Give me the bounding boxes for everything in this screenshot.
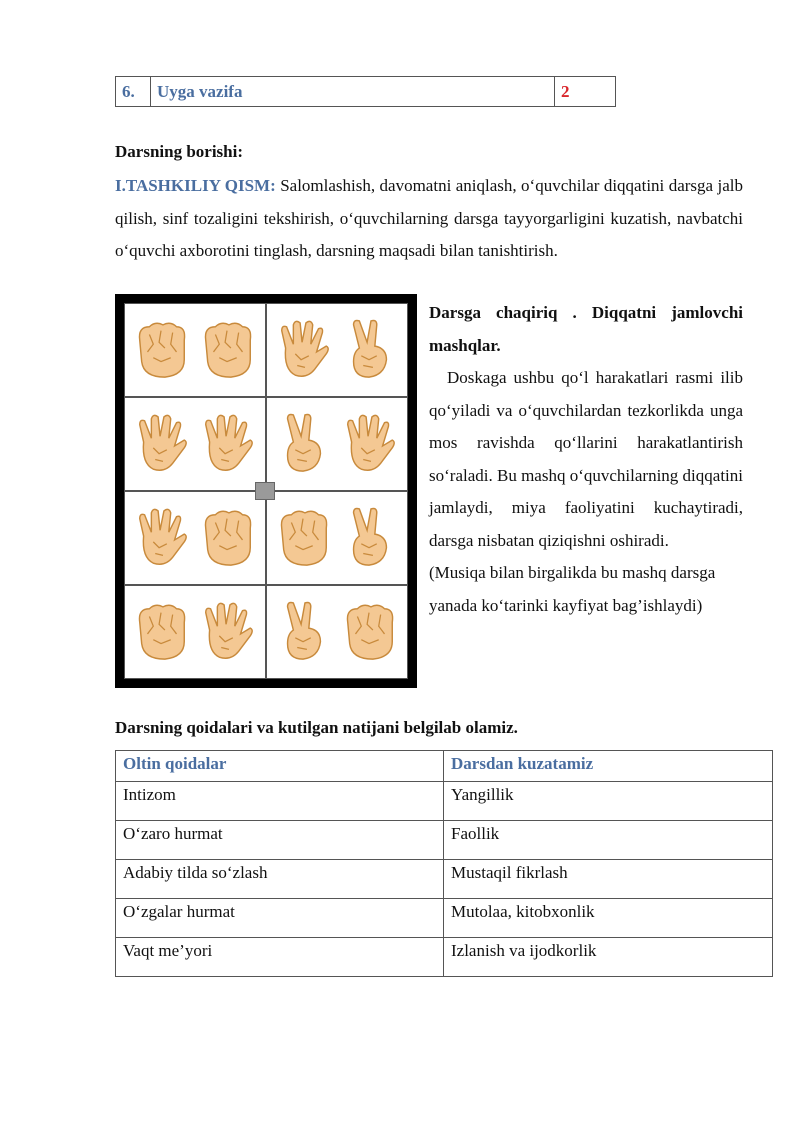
gesture-cell (266, 585, 408, 679)
image-placeholder-icon (255, 482, 275, 500)
fist-icon (132, 318, 192, 382)
exercise-title: Darsga chaqiriq . Diqqatni jamlovchi mashqlar. (429, 303, 743, 355)
column-header-observe: Darsdan kuzatamiz (444, 751, 773, 782)
exercise-paragraph: Doskaga ushbu qo‘l harakatlari rasmi ilib qo‘yiladi va o‘quvchilardan tezkorlikda unga mos ravishda qo‘llarini harakatlantirish so‘raladi. Bu mashq o‘quvchilarning diqqatini jamlaydi, miya faoliyatini kuchaytiradi, darsga nisbatan qiziqishni oshiradi. (429, 368, 743, 550)
open-palm-icon (132, 412, 192, 476)
table-cell: Yangillik (444, 782, 773, 821)
table-cell: Faollik (444, 821, 773, 860)
table-cell: O‘zgalar hurmat (116, 899, 444, 938)
gesture-cell (124, 491, 266, 585)
table-cell: Izlanish va ijodkorlik (444, 938, 773, 977)
fist-icon (274, 506, 334, 570)
rules-table (115, 750, 773, 977)
peace-sign-icon (340, 506, 400, 570)
gesture-cell (124, 397, 266, 491)
table-row (116, 77, 616, 107)
table-cell: Adabiy tilda so‘zlash (116, 860, 444, 899)
peace-sign-icon (274, 600, 334, 664)
section-heading: Darsning borishi: (115, 142, 243, 161)
table-cell: Intizom (116, 782, 444, 821)
exercise-description (429, 297, 743, 622)
rules-heading: Darsning qoidalari va kutilgan natijani belgilab olamiz. (115, 718, 518, 737)
intro-lead: I.TASHKILIY QISM: (115, 176, 276, 195)
row-number: 6. (116, 77, 151, 107)
peace-sign-icon (340, 318, 400, 382)
table-row (116, 821, 773, 860)
peace-sign-icon (274, 412, 334, 476)
gesture-cell (124, 585, 266, 679)
lesson-plan-table (115, 76, 616, 107)
fist-icon (132, 600, 192, 664)
fist-icon (340, 600, 400, 664)
gesture-cell (266, 397, 408, 491)
open-palm-icon (198, 412, 258, 476)
table-row (116, 938, 773, 977)
row-title: Uyga vazifa (151, 77, 555, 107)
gesture-cell (266, 303, 408, 397)
open-palm-icon (340, 412, 400, 476)
fist-icon (198, 506, 258, 570)
exercise-note: (Musiqa bilan birgalikda bu mashq darsga yanada ko‘tarinki kayfiyat bag’ishlaydi) (429, 563, 716, 615)
hand-gestures-image (115, 294, 417, 688)
fist-icon (198, 318, 258, 382)
table-row (116, 782, 773, 821)
open-palm-icon (198, 600, 258, 664)
open-palm-icon (274, 318, 334, 382)
column-header-rules: Oltin qoidalar (116, 751, 444, 782)
gesture-cell (266, 491, 408, 585)
table-cell: O‘zaro hurmat (116, 821, 444, 860)
table-cell: Vaqt me’yori (116, 938, 444, 977)
table-header-row (116, 751, 773, 782)
open-palm-icon (132, 506, 192, 570)
intro-text: Salomlashish, davomatni aniqlash, o‘quvchilar diqqatini darsga jalb qilish, sinf tozaligini tekshirish, o‘quvchilarning darsga tayyorgarligini kuzatish, navbatchi o‘quvchi axborotini tinglash, darsning maqsadi bilan tanishtirish. (115, 176, 743, 260)
intro-paragraph (115, 170, 743, 268)
table-row (116, 860, 773, 899)
table-row (116, 899, 773, 938)
row-score: 2 (555, 77, 616, 107)
gesture-cell (124, 303, 266, 397)
table-cell: Mustaqil fikrlash (444, 860, 773, 899)
table-cell: Mutolaa, kitobxonlik (444, 899, 773, 938)
